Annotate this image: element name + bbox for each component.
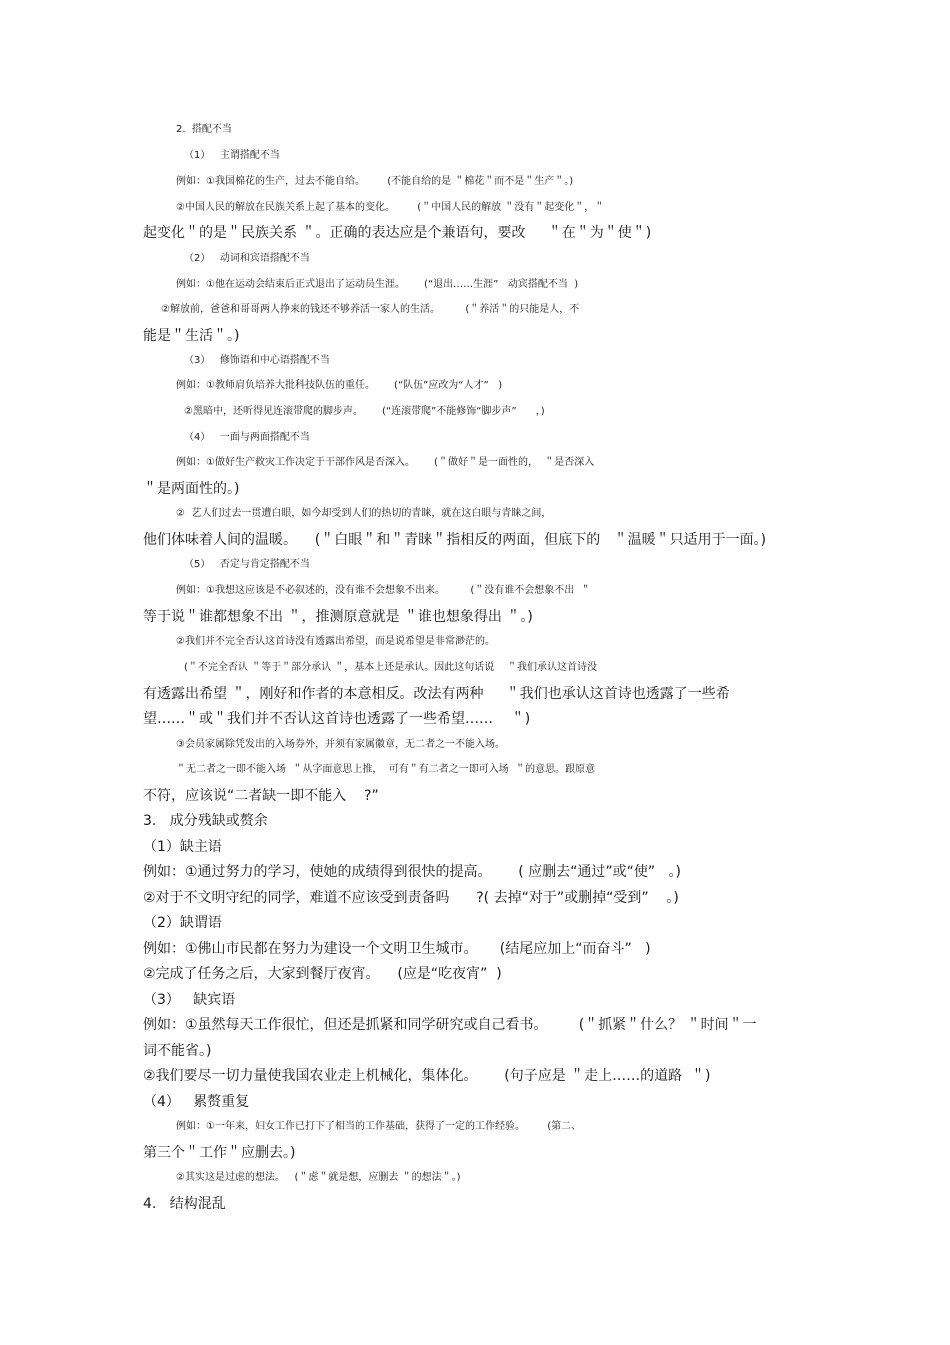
paragraph-line: 例如：①教师肩负培养大批科技队伍的重任。 (“队伍”应改为“人才” ) [176, 380, 503, 391]
subheading-5: （5） 否定与肯定搭配不当 [184, 559, 310, 570]
paragraph-line: ②我们要尽一切力量使我国农业走上机械化，集体化。 (句子应是 ＂走上……的道路 ＂) [143, 1068, 711, 1084]
paragraph-line: ＂无二者之一即不能入场 ＂从字面意思上推， 可有＂有二者之一即可入场 ＂的意思。跟原意 [176, 764, 596, 775]
paragraph-line: ②黑暗中，还听得见连滚带爬的脚步声。 (“连滚带爬”不能修饰“脚步声” ，) [184, 406, 545, 417]
section-heading-4: 4. 结构混乱 [143, 1196, 226, 1212]
subheading-3-1: （1）缺主语 [143, 839, 222, 855]
paragraph-line: ②其实这是过虑的想法。 (＂虑＂就是想，应删去 ＂的想法＂。) [176, 1172, 461, 1183]
paragraph-line: ②解放前，爸爸和哥哥两人挣来的钱还不够养活一家人的生活。 (＂养活＂的只能是人，不 [161, 304, 580, 315]
subheading-3: （3） 修饰语和中心语搭配不当 [184, 355, 330, 366]
subheading-3-4: （4） 累赘重复 [143, 1094, 250, 1110]
subheading-3-3: （3） 缺宾语 [143, 992, 236, 1008]
paragraph-line: 望……＂或＂我们并不否认这首诗也透露了一些希望…… ＂) [143, 711, 531, 727]
paragraph-line: ③会员家属除凭发出的入场券外，并须有家属徽章，无二者之一不能入场。 [176, 739, 505, 750]
paragraph-line: (＂不完全否认 ＂等于＂部分承认 ＂，基本上还是承认。因此这句话说 ＂我们承认这首诗没 [184, 662, 597, 673]
paragraph-line: 例如：①他在运动会结束后正式退出了运动员生涯。 (“退出……生涯” 动宾搭配不当 ) [176, 279, 579, 290]
paragraph-line: 能是＂生活＂。) [143, 328, 240, 344]
section-heading-3: 3. 成分残缺或赘余 [143, 813, 268, 829]
subheading-2: （2） 动词和宾语搭配不当 [184, 253, 310, 264]
paragraph-line: 例如：①通过努力的学习，使她的成绩得到很快的提高。 ( 应删去“通过”或“使” 。) [143, 864, 681, 880]
paragraph-line: 例如：①虽然每天工作很忙，但还是抓紧和同学研究或自己看书。 (＂抓紧＂什么？ ＂时间＂一 [143, 1017, 757, 1033]
paragraph-line: 例如：①我国棉花的生产，过去不能自给。 (不能自给的是 ＂棉花＂而不是＂生产＂。) [176, 176, 574, 187]
paragraph-line: 第三个＂工作＂应删去。) [143, 1145, 296, 1161]
subheading-3-2: （2）缺谓语 [143, 915, 222, 931]
paragraph-line: 词不能省。) [143, 1043, 212, 1059]
paragraph-line: 有透露出希望 ＂，刚好和作者的本意相反。改法有两种 ＂我们也承认这首诗也透露了一些希 [143, 686, 730, 702]
paragraph-line: ②中国人民的解放在民族关系上起了基本的变化。 (＂中国人民的解放 ＂没有＂起变化＂，＂ [176, 202, 605, 213]
paragraph-line: 例如：①做好生产救灾工作决定于干部作风是否深入。 (＂做好＂是一面性的， ＂是否深入 [176, 457, 595, 468]
section-heading-2: 2. 搭配不当 [176, 124, 232, 135]
paragraph-line: 例如：①我想这应该是不必叙述的，没有谁不会想象不出来。 (＂没有谁不会想象不出 ＂ [176, 585, 591, 596]
paragraph-line: 例如：①佛山市民都在努力为建设一个文明卫生城市。 (结尾应加上“而奋斗” ) [143, 941, 651, 957]
paragraph-line: ② 艺人们过去一贯遭白眼，如今却受到人们的热切的青睐，就在这白眼与青睐之间， [176, 508, 552, 519]
paragraph-line: ②我们并不完全否认这首诗没有透露出希望，而是说希望是非常渺茫的。 [176, 636, 495, 647]
paragraph-line: 起变化＂的是＂民族关系 ＂。正确的表达应是个兼语句，要改 ＂在＂为＂使＂) [143, 225, 652, 241]
subheading-4: （4） 一面与两面搭配不当 [184, 432, 310, 443]
paragraph-line: ＂是两面性的。) [143, 481, 240, 497]
paragraph-line: 例如：①一年来，妇女工作已打下了相当的工作基础，获得了一定的工作经验。 (第二、 [176, 1121, 582, 1132]
paragraph-line: 不符，应该说“二者缺一即不能入 ?” [143, 788, 379, 804]
subheading-1: （1） 主谓搭配不当 [184, 150, 280, 161]
paragraph-line: 他们体味着人间的温暖。 (＂白眼＂和＂青睐＂指相反的两面，但底下的 ＂温暖＂只适用于一面。) [143, 532, 767, 548]
paragraph-line: ②完成了任务之后，大家到餐厅夜宵。 (应是“吃夜宵” ) [143, 966, 502, 982]
paragraph-line: ②对于不文明守纪的同学，难道不应该受到责备吗 ?( 去掉“对于”或删掉“受到” 。) [143, 890, 679, 906]
paragraph-line: 等于说＂谁都想象不出 ＂，推测原意就是 ＂谁也想象得出 ＂。) [143, 609, 533, 625]
